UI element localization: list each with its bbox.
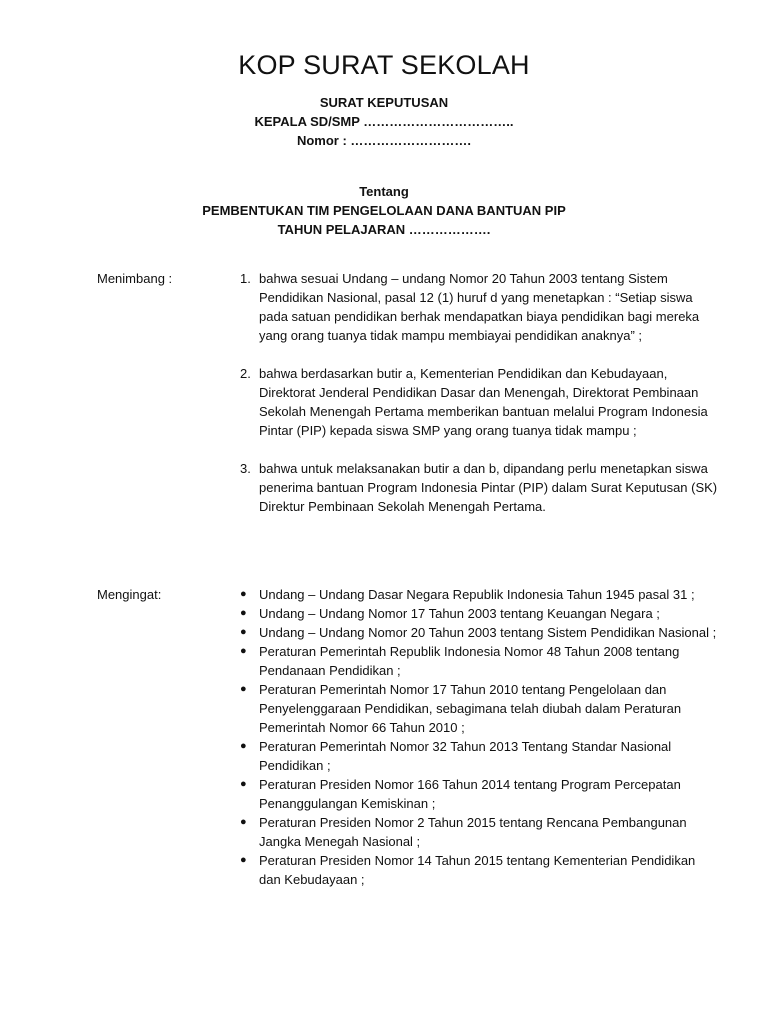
list-item — [240, 604, 720, 623]
item-number: 1. — [240, 271, 251, 286]
bullet-icon: ● — [240, 683, 247, 695]
letterhead-title: KOP SURAT SEKOLAH — [238, 50, 530, 80]
item-text: Undang – Undang Dasar Negara Republik Indonesia Tahun 1945 pasal 31 ; — [259, 587, 695, 602]
bullet-icon: ● — [240, 588, 247, 600]
item-number: 3. — [240, 461, 251, 476]
list-item — [240, 851, 720, 889]
bullet-icon: ● — [240, 778, 247, 790]
list-item — [240, 459, 720, 516]
list-item — [240, 737, 720, 775]
list-item — [240, 623, 720, 642]
item-text: Peraturan Presiden Nomor 166 Tahun 2014 tentang Program Percepatan Penanggulangan Kemiskinan ; — [259, 777, 681, 811]
list-item — [240, 585, 720, 604]
item-text: bahwa berdasarkan butir a, Kementerian Pendidikan dan Kebudayaan, Direktorat Jenderal Pendidikan Dasar dan Menengah, Direktorat Pembinaan Sekolah Menengah Pertama memberikan bantuan melalui Program Indonesia Pintar (PIP) kepada siswa SMP yang orang tuanya tidak mampu ; — [259, 366, 708, 438]
item-text: bahwa sesuai Undang – undang Nomor 20 Tahun 2003 tentang Sistem Pendidikan Nasional, pasal 12 (1) huruf d yang menetapkan : “Setiap siswa pada satuan pendidikan berhak mendapatkan biaya pendidikan bagi mereka yang orang tuanya tidak mampu membiayai pendidikan anaknya” ; — [259, 271, 700, 343]
list-item — [240, 680, 720, 737]
item-number: 2. — [240, 366, 251, 381]
bullet-icon: ● — [240, 645, 247, 657]
decree-subject — [0, 182, 768, 239]
bullet-icon: ● — [240, 740, 247, 752]
mengingat-list — [240, 585, 720, 889]
subject-heading: Tentang — [359, 184, 409, 199]
menimbang-list — [240, 269, 720, 535]
subject-title: PEMBENTUKAN TIM PENGELOLAAN DANA BANTUAN PIP — [202, 203, 566, 218]
decree-number: Nomor : ………………………. — [296, 133, 472, 148]
list-item — [240, 364, 720, 440]
item-text: Peraturan Presiden Nomor 2 Tahun 2015 tentang Rencana Pembangunan Jangka Menegah Nasional ; — [259, 815, 687, 849]
mengingat-label: Mengingat: — [97, 587, 162, 602]
item-text: Peraturan Pemerintah Republik Indonesia Nomor 48 Tahun 2008 tentang Pendanaan Pendidikan ; — [259, 644, 680, 678]
item-text: bahwa untuk melaksanakan butir a dan b, dipandang perlu menetapkan siswa penerima bantuan Program Indonesia Pintar (PIP) dalam Surat Keputusan (SK) Direktur Pembinaan Sekolah Menengah Pertama. — [259, 461, 718, 514]
item-text: Undang – Undang Nomor 17 Tahun 2003 tentang Keuangan Negara ; — [259, 606, 660, 621]
list-item — [240, 813, 720, 851]
subject-year: TAHUN PELAJARAN ………………. — [277, 222, 491, 237]
decree-header — [0, 93, 768, 150]
decree-title: SURAT KEPUTUSAN — [319, 95, 449, 110]
item-text: Peraturan Presiden Nomor 14 Tahun 2015 tentang Kementerian Pendidikan dan Kebudayaan ; — [259, 853, 696, 887]
item-text: Peraturan Pemerintah Nomor 32 Tahun 2013 Tentang Standar Nasional Pendidikan ; — [259, 739, 672, 773]
item-text: Peraturan Pemerintah Nomor 17 Tahun 2010 tentang Pengelolaan dan Penyelenggaraan Pendidikan, sebagimana telah diubah dalam Peraturan Pemerintah Nomor 66 Tahun 2010 ; — [259, 682, 682, 735]
list-item — [240, 269, 720, 345]
bullet-icon: ● — [240, 626, 247, 638]
bullet-icon: ● — [240, 816, 247, 828]
decree-issuer: KEPALA SD/SMP …………………………….. — [254, 114, 514, 129]
bullet-icon: ● — [240, 607, 247, 619]
item-text: Undang – Undang Nomor 20 Tahun 2003 tentang Sistem Pendidikan Nasional ; — [259, 625, 717, 640]
list-item — [240, 775, 720, 813]
bullet-icon: ● — [240, 854, 247, 866]
list-item — [240, 642, 720, 680]
menimbang-label: Menimbang : — [97, 271, 173, 286]
